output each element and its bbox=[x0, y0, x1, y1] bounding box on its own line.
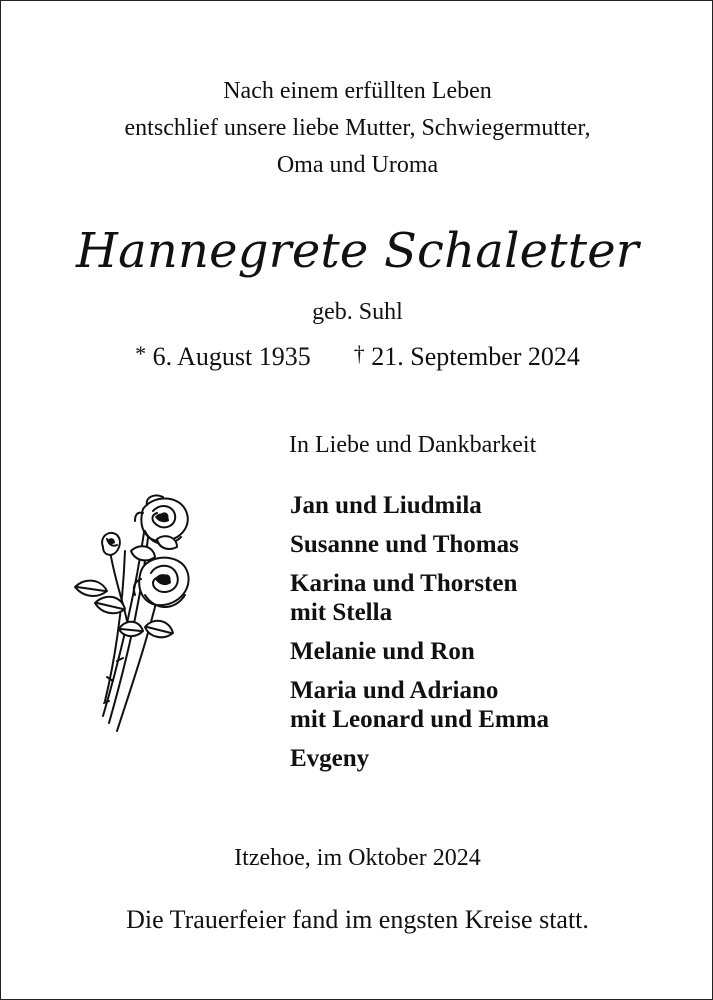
maiden-name: geb. Suhl bbox=[312, 299, 403, 325]
intro-line: Oma und Uroma bbox=[276, 152, 439, 178]
list-item: Maria und Adriano mit Leonard und Emma bbox=[290, 677, 550, 733]
intro-line: Nach einem erfüllten Leben bbox=[223, 78, 492, 104]
birth-date: 6. August 1935 bbox=[152, 342, 311, 371]
list-item: Susanne und Thomas bbox=[290, 531, 519, 558]
life-dates bbox=[1, 337, 713, 374]
deceased-name: Hannegrete Schaletter bbox=[76, 223, 639, 279]
list-item: Melanie und Ron bbox=[290, 638, 475, 665]
family-list bbox=[290, 491, 549, 783]
list-item: Evgeny bbox=[290, 745, 370, 772]
thanks-line: In Liebe und Dankbarkeit bbox=[289, 432, 537, 458]
birth-star-icon: * bbox=[135, 341, 147, 366]
list-item: Jan und Liudmila bbox=[290, 492, 482, 519]
intro-line: entschlief unsere liebe Mutter, Schwiegermutter, bbox=[124, 115, 591, 141]
place-date: Itzehoe, im Oktober 2024 bbox=[234, 845, 481, 871]
intro-text bbox=[1, 73, 713, 184]
death-cross-icon: † bbox=[353, 341, 365, 366]
death-date: 21. September 2024 bbox=[371, 342, 580, 371]
service-note: Die Trauerfeier fand im engsten Kreise statt. bbox=[126, 905, 589, 934]
list-item: Karina und Thorsten mit Stella bbox=[290, 570, 518, 626]
roses-icon bbox=[65, 491, 205, 736]
